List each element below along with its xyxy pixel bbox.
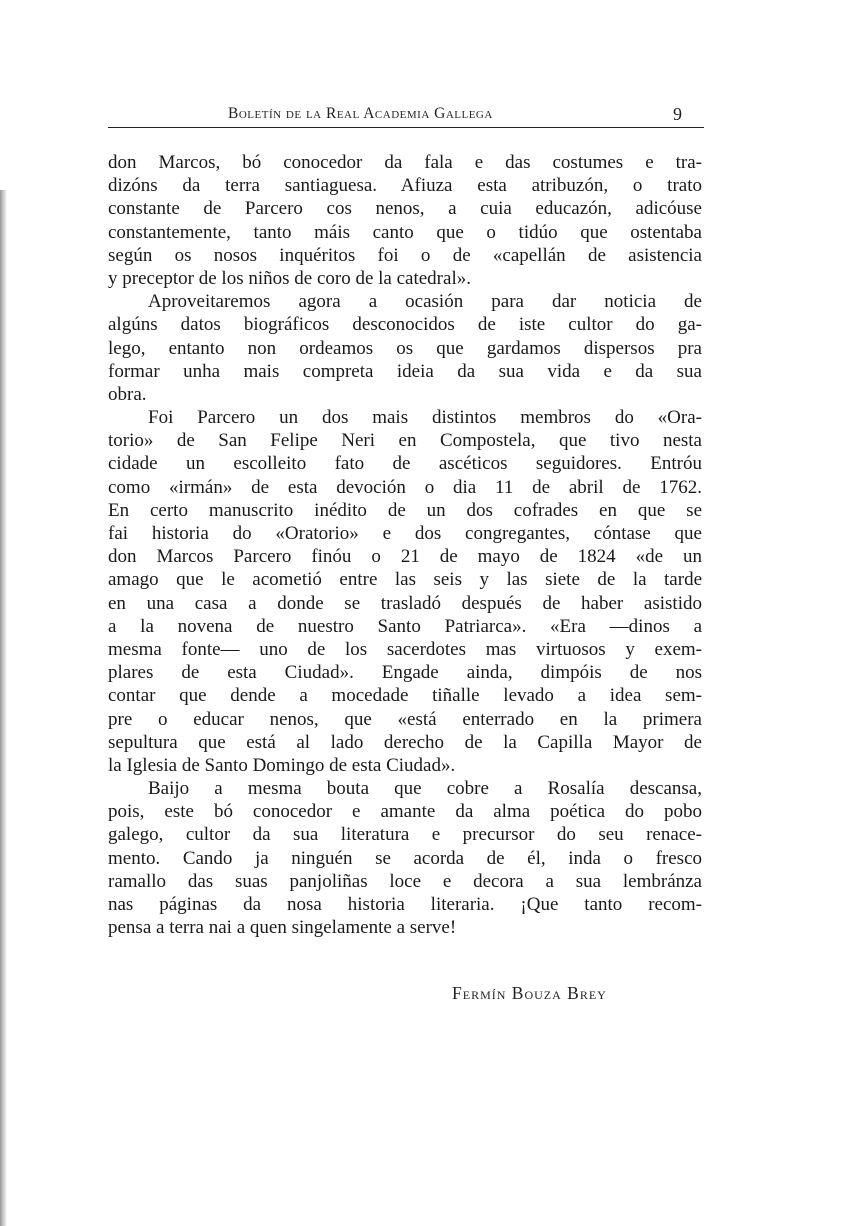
text-line: amago que le acometió entre las seis y las siete de la tarde (108, 569, 702, 591)
text-line: Aproveitaremos agora a ocasión para dar noticia de (148, 291, 702, 313)
text-line: a la novena de nuestro Santo Patriarca». «Era —dinos a (108, 615, 702, 637)
text-line: pre o educar nenos, que «está enterrado en la primera (108, 708, 702, 730)
text-line: según os nosos inquéritos foi o de «capellán de asistencia (108, 244, 702, 266)
page-number: 9 (673, 104, 682, 124)
text-line: mento. Cando ja ninguén se acorda de él, inda o fresco (108, 847, 702, 869)
text-line: constantemente, tanto máis canto que o tidúo que ostentaba (108, 221, 702, 243)
text-line: la Iglesia de Santo Domingo de esta Ciudad». (108, 754, 456, 776)
text-line: y preceptor de los niños de coro de la catedral». (108, 267, 471, 289)
text-line: Baijo a mesma bouta que cobre a Rosalía descansa, (148, 778, 702, 800)
text-line: en una casa a donde se trasladó después de haber asistido (108, 592, 702, 614)
paragraph (108, 151, 702, 290)
text-line: En certo manuscrito inédito de un dos cofrades en que se (108, 499, 702, 521)
text-line: don Marcos Parcero finóu o 21 de mayo de 1824 «de un (108, 546, 702, 568)
text-line: nas páginas da nosa historia literaria. ¡Que tanto recom- (108, 894, 702, 915)
text-line: obra. (108, 383, 147, 405)
text-line: galego, cultor da sua literatura e precursor do seu renace- (108, 824, 702, 846)
paragraph (108, 290, 702, 406)
text-line: formar unha mais compreta ideia da sua vida e da sua (108, 360, 702, 382)
text-line: sepultura que está al lado derecho de la Capilla Mayor de (108, 731, 702, 753)
paragraph (108, 406, 702, 777)
header-rule (108, 127, 704, 128)
text-line: fai historia do «Oratorio» e dos congregantes, cóntase que (108, 523, 702, 544)
paragraph (108, 777, 702, 939)
text-line: constante de Parcero cos nenos, a cuia educazón, adicóuse (108, 198, 702, 220)
article-body (108, 151, 702, 939)
text-line: como «irmán» de esta devoción o dia 11 de abril de 1762. (108, 476, 702, 498)
running-header (108, 103, 704, 127)
text-line: mesma fonte— uno de los sacerdotes mas virtuosos y exem- (108, 638, 702, 660)
text-line: lego, entanto non ordeamos os que gardamos dispersos pra (108, 337, 702, 359)
text-line: plares de esta Ciudad». Engade ainda, dimpóis de nos (108, 662, 702, 684)
text-line: cidade un escolleito fato de ascéticos seguidores. Entróu (108, 453, 702, 475)
text-line: don Marcos, bó conocedor da fala e das costumes e tra- (108, 152, 702, 173)
text-line: contar que dende a mocedade tiñalle levado a idea sem- (108, 685, 702, 707)
text-line: torio» de San Felipe Neri en Compostela, que tivo nesta (108, 430, 702, 452)
text-line: pois, este bó conocedor e amante da alma poética do pobo (108, 801, 702, 823)
book-spine-shadow (0, 190, 7, 1226)
header-title: Boletín de la Real Academia Gallega (228, 105, 493, 122)
text-line: algúns datos biográficos desconocidos de iste cultor do ga- (108, 314, 702, 336)
author-signature: Fermín Bouza Brey (452, 983, 607, 1003)
text-line: pensa a terra nai a quen singelamente a serve! (108, 917, 457, 939)
text-line: ramallo das suas panjoliñas loce e decora a sua lembránza (108, 870, 702, 892)
text-line: Foi Parcero un dos mais distintos membros do «Ora- (148, 407, 702, 429)
text-line: dizóns da terra santiaguesa. Afiuza esta atribuzón, o trato (108, 175, 702, 197)
